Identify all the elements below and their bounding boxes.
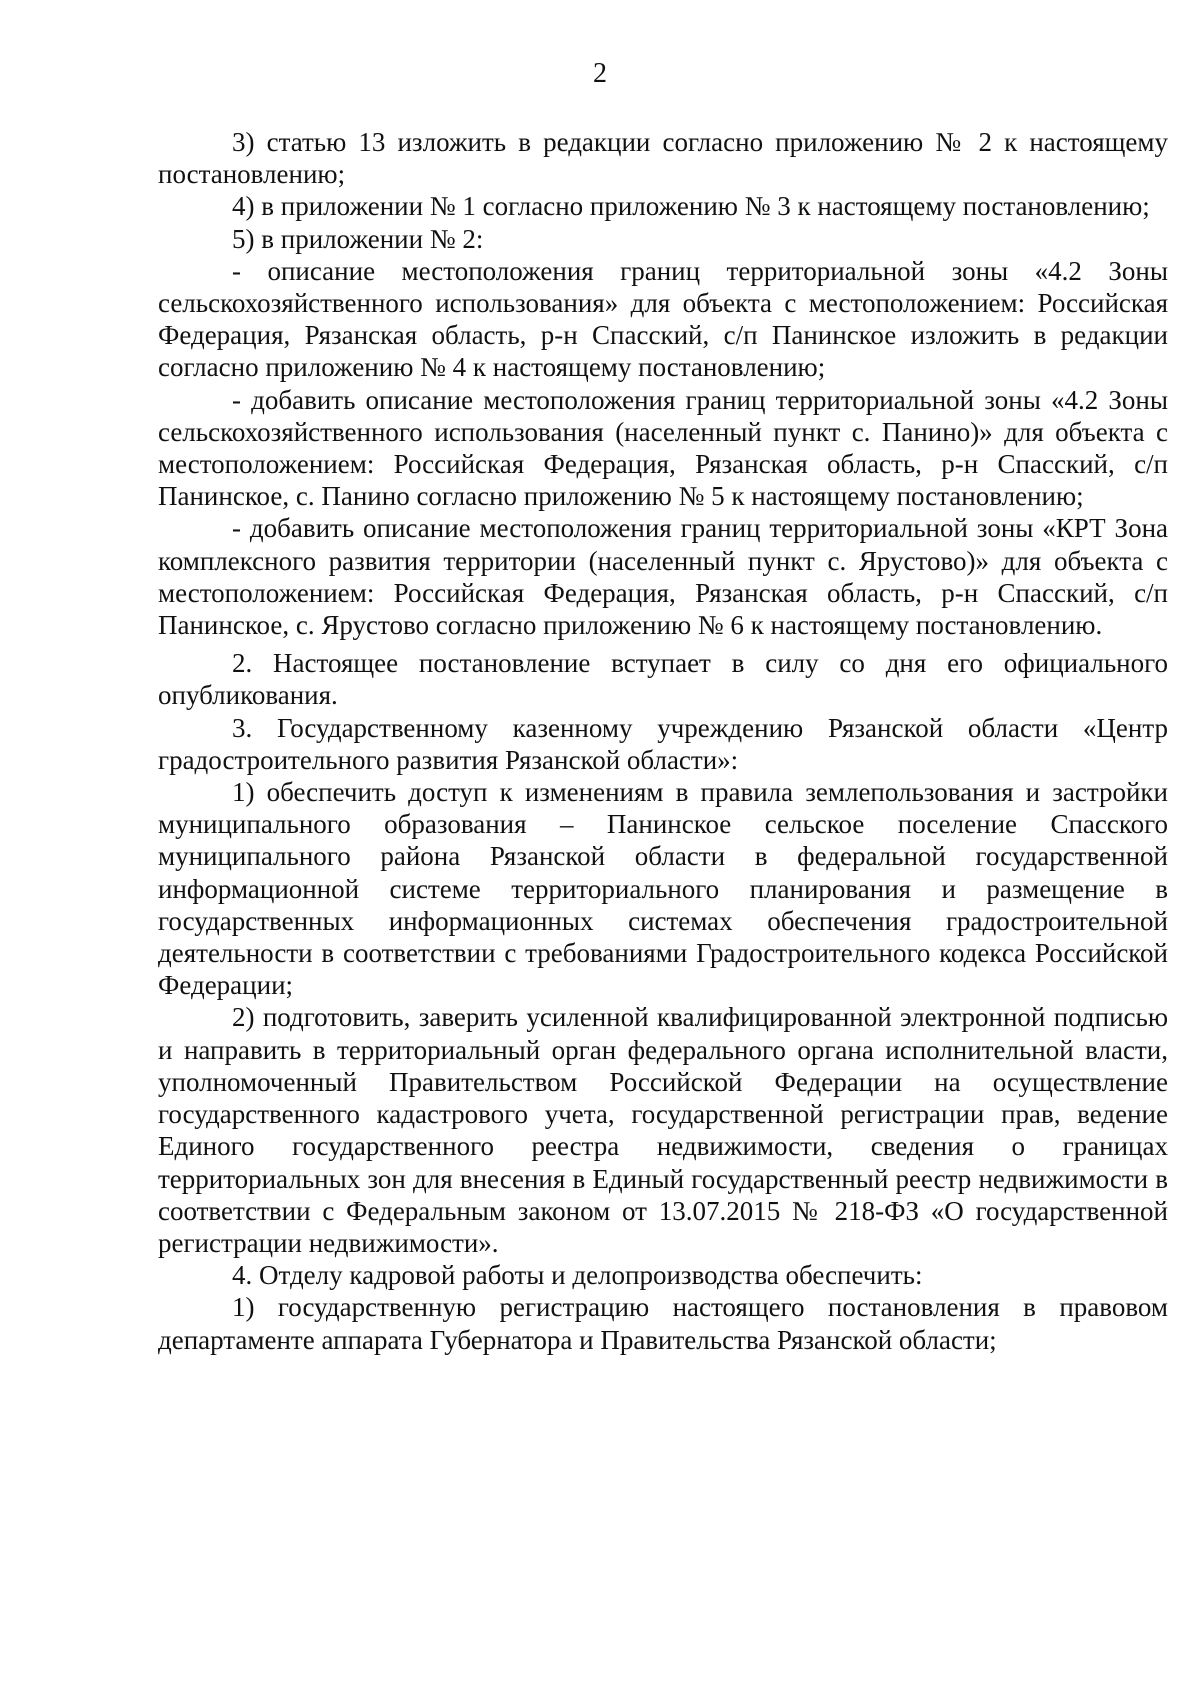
paragraph-prepare-sign: 2) подготовить, заверить усиленной квалифицированной электронной подписью и направить в территориальный орган федерального органа исполнительной власти, уполномоченный Правительством Российской Федерации на осуществление государственного кадастрового учета, государственной регистрации прав, ведение Единого государственного реестра недвижимости, сведения о границах территориальных зон для внесения в Единый государственный реестр недвижимости в соответствии с Федеральным законом от 13.07.2015 № 218-ФЗ «О государственной регистрации недвижимости». (158, 1002, 1168, 1258)
paragraph-access-changes: 1) обеспечить доступ к изменениям в правила землепользования и застройки муниципального образования – Панинское сельское поселение Спасского муниципального района Рязанской области в федеральной государственной информационной системе территориального планирования и размещение в государственных информационных системах обеспечения градостроительной деятельности в соответствии с требованиями Градостроительного кодекса Российской Федерации; (158, 777, 1168, 1001)
paragraph-zone-4-2: - описание местоположения границ территориальной зоны «4.2 Зоны сельскохозяйственного использования» для объекта с местоположением: Российская Федерация, Рязанская область, р-н Спасский, с/п Панинское изложить в редакции согласно приложению № 4 к настоящему постановлению; (158, 255, 1168, 383)
paragraph-zone-krt-yarustovo: - добавить описание местоположения границ территориальной зоны «КРТ Зона комплексного развития территории (населенный пункт с. Ярустово)» для объекта с местоположением: Российская Федерация, Рязанская область, р-н Спасский, с/п Панинское, с. Ярустово согласно приложению № 6 к настоящему постановлению. (158, 513, 1168, 641)
paragraph-appendix-2: 5) в приложении № 2: (232, 223, 484, 254)
page-number: 2 (593, 58, 607, 89)
paragraph-personnel-department: 4. Отделу кадровой работы и делопроизводства обеспечить: (232, 1260, 923, 1291)
paragraph-center-instruction: 3. Государственному казенному учреждению Рязанской области «Центр градостроительного развития Рязанской области»: (158, 712, 1168, 775)
paragraph-appendix-1: 4) в приложении № 1 согласно приложению № 3 к настоящему постановлению; (232, 191, 1150, 222)
document-body (158, 126, 1168, 1356)
paragraph-state-registration: 1) государственную регистрацию настоящего постановления в правовом департаменте аппарата Губернатора и Правительства Рязанской области; (158, 1292, 1168, 1355)
paragraph-effective-date: 2. Настоящее постановление вступает в силу со дня его официального опубликования. (158, 648, 1168, 711)
paragraph-zone-panino: - добавить описание местоположения границ территориальной зоны «4.2 Зоны сельскохозяйственного использования (населенный пункт с. Панино)» для объекта с местоположением: Российская Федерация, Рязанская область, р-н Спасский, с/п Панинское, с. Панино согласно приложению № 5 к настоящему постановлению; (158, 384, 1168, 512)
paragraph-article-13: 3) статью 13 изложить в редакции согласно приложению № 2 к настоящему постановлению; (158, 127, 1168, 190)
